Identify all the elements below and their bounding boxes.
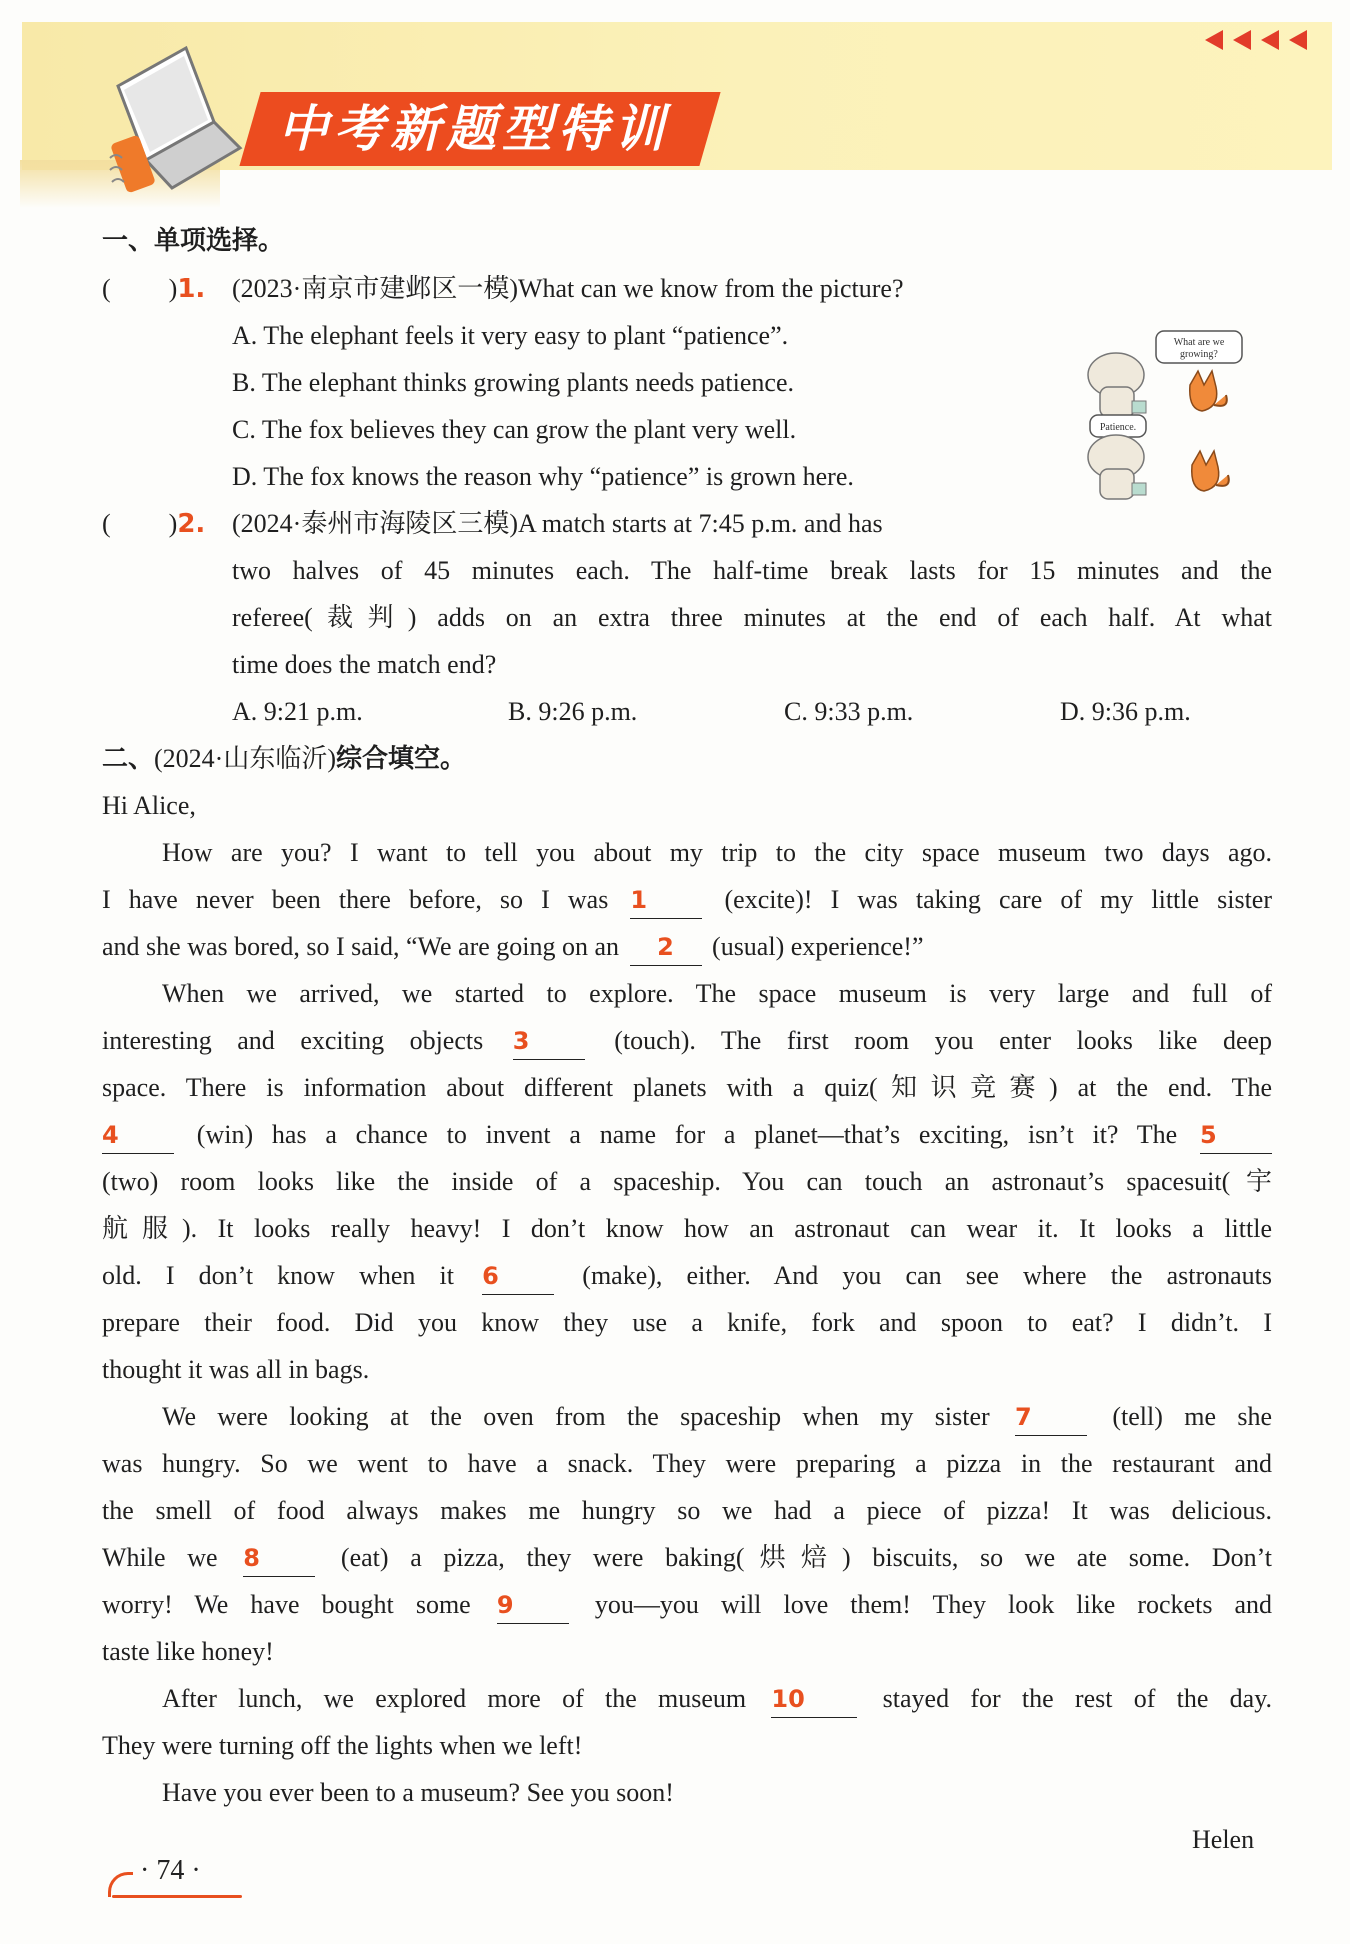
q2-option-b: B. 9:26 p.m. xyxy=(508,697,638,726)
bubble-text-1: What are we xyxy=(1173,337,1225,348)
blank-9[interactable]: 9 xyxy=(497,1587,569,1624)
blank-10[interactable]: 10 xyxy=(771,1681,857,1718)
q1-option-a: A. The elephant feels it very easy to plant “patience”. xyxy=(232,321,789,350)
q1-answer-paren: ( )1. xyxy=(102,274,206,304)
passage-line-15: the smell of food always makes me hungry so we had a piece of pizza! It was delicious. xyxy=(102,1496,1272,1525)
laptop-notebook-icon xyxy=(100,38,250,208)
passage-line-21: Have you ever been to a museum? See you soon! xyxy=(162,1778,674,1807)
passage-line-9: 航服). It looks really heavy! I don’t know how an astronaut can wear it. It looks a little xyxy=(102,1214,1272,1243)
q2-stem-line1: (2024·泰州市海陵区三模)A match starts at 7:45 p.m. and has xyxy=(232,509,883,538)
section1-heading: 一、单项选择。 xyxy=(102,226,285,256)
blank-7[interactable]: 7 xyxy=(1015,1399,1087,1436)
q1-stem: (2023·南京市建邺区一模)What can we know from the picture? xyxy=(232,274,904,303)
blank-6[interactable]: 6 xyxy=(482,1258,554,1295)
q1-option-d: D. The fox knows the reason why “patience” is grown here. xyxy=(232,462,854,491)
blank-4[interactable]: 4 xyxy=(102,1117,174,1154)
passage-line-16: While we 8 (eat) a pizza, they were baking(烘焙) biscuits, so we ate some. Don’t xyxy=(102,1535,1272,1581)
passage-line-20: They were turning off the lights when we left! xyxy=(102,1731,583,1760)
blank-5[interactable]: 5 xyxy=(1200,1117,1272,1154)
q2-option-a: A. 9:21 p.m. xyxy=(232,697,363,726)
q2-option-d: D. 9:36 p.m. xyxy=(1060,697,1191,726)
passage-line-13: We were looking at the oven from the spaceship when my sister 7 (tell) me she xyxy=(162,1394,1272,1440)
page-number-underline xyxy=(112,1895,242,1898)
svg-text:growing?: growing? xyxy=(1180,349,1218,360)
bubble-text-2: Patience. xyxy=(1099,422,1137,433)
passage-line-7: 4 (win) has a chance to invent a name for a planet—that’s exciting, isn’t it? The 5 xyxy=(102,1112,1272,1158)
q2-option-c: C. 9:33 p.m. xyxy=(784,697,914,726)
blank-2[interactable]: 2 xyxy=(630,929,702,966)
passage-line-10: old. I don’t know when it 6 (make), either. And you can see where the astronauts xyxy=(102,1253,1272,1299)
passage-line-4: When we arrived, we started to explore. The space museum is very large and full of xyxy=(162,979,1272,1008)
letter-greeting: Hi Alice, xyxy=(102,791,196,820)
passage-line-5: interesting and exciting objects 3 (touch). The first room you enter looks like deep xyxy=(102,1018,1272,1064)
arrow-decoration-icon xyxy=(1205,30,1317,55)
passage-line-17: worry! We have bought some 9 you—you will love them! They look like rockets and xyxy=(102,1582,1272,1628)
passage-line-2: I have never been there before, so I was 1 (excite)! I was taking care of my little sister xyxy=(102,877,1272,923)
letter-signature: Helen xyxy=(1192,1825,1255,1854)
q2-number: 2. xyxy=(177,509,206,539)
blank-8[interactable]: 8 xyxy=(243,1540,315,1577)
page-title: 中考新题型特训 xyxy=(278,100,670,158)
passage-line-3: and she was bored, so I said, “We are going on an 2 (usual) experience!” xyxy=(102,924,924,970)
q2-stem-line3: referee(裁判) adds on an extra three minutes at the end of each half. At what xyxy=(232,603,1272,632)
passage-line-14: was hungry. So we went to have a snack. They were preparing a pizza in the restaurant and xyxy=(102,1449,1272,1478)
passage-line-12: thought it was all in bags. xyxy=(102,1355,370,1384)
q1-option-c: C. The fox believes they can grow the plant very well. xyxy=(232,415,797,444)
passage-line-19: After lunch, we explored more of the museum 10 stayed for the rest of the day. xyxy=(162,1676,1272,1722)
blank-3[interactable]: 3 xyxy=(513,1023,585,1060)
q2-stem-line2: two halves of 45 minutes each. The half-time break lasts for 15 minutes and the xyxy=(232,556,1272,585)
passage-line-11: prepare their food. Did you know they use a knife, fork and spoon to eat? I didn’t. I xyxy=(102,1308,1272,1337)
passage-line-8: (two) room looks like the inside of a spaceship. You can touch an astronaut’s spacesuit(宇 xyxy=(102,1167,1272,1196)
q1-option-b: B. The elephant thinks growing plants needs patience. xyxy=(232,368,794,397)
elephant-fox-cartoon xyxy=(1080,325,1250,505)
section2-heading: 二、(2024·山东临沂)综合填空。 xyxy=(102,744,467,774)
blank-1[interactable]: 1 xyxy=(630,882,702,919)
q1-number: 1. xyxy=(177,274,206,304)
page-curl-decoration xyxy=(108,1872,133,1897)
passage-line-6: space. There is information about different planets with a quiz(知识竞赛) at the end. The xyxy=(102,1073,1272,1102)
passage-line-1: How are you? I want to tell you about my trip to the city space museum two days ago. xyxy=(162,838,1272,867)
passage-line-18: taste like honey! xyxy=(102,1637,274,1666)
page-number: · 74 · xyxy=(140,1855,201,1886)
q2-answer-paren: ( )2. xyxy=(102,509,206,539)
q2-stem-line4: time does the match end? xyxy=(232,650,497,679)
